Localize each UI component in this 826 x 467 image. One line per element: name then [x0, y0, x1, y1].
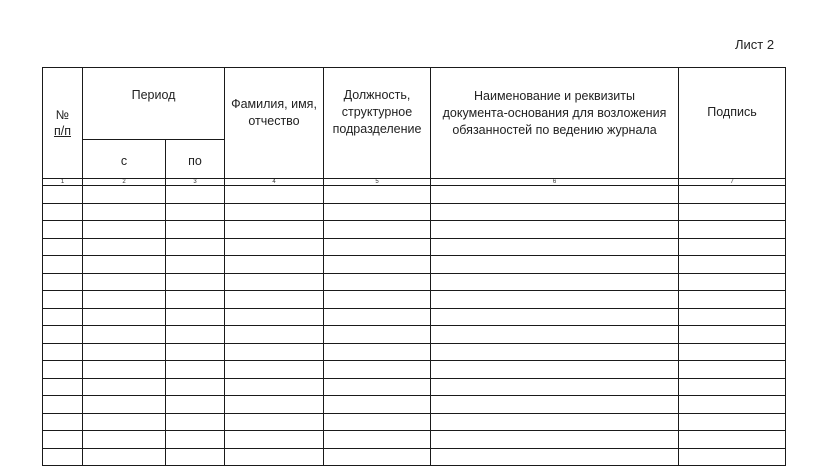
- table-cell[interactable]: [679, 238, 786, 256]
- column-number-1: 1: [43, 179, 83, 186]
- table-cell[interactable]: [431, 221, 679, 239]
- column-number-row: [43, 179, 786, 186]
- table-cell[interactable]: [166, 291, 225, 309]
- journal-body: [43, 68, 786, 466]
- table-cell[interactable]: [679, 431, 786, 449]
- table-cell[interactable]: [166, 413, 225, 431]
- table-row: [43, 343, 786, 361]
- header-period-label: Период: [131, 88, 176, 102]
- table-cell[interactable]: [679, 326, 786, 344]
- table-cell[interactable]: [679, 291, 786, 309]
- table-cell[interactable]: [679, 308, 786, 326]
- table-cell[interactable]: [225, 326, 324, 344]
- header-full-name-line-2: отчество: [248, 114, 300, 128]
- table-cell[interactable]: [324, 396, 431, 414]
- table-cell[interactable]: [431, 396, 679, 414]
- header-period-to-label: по: [188, 154, 202, 168]
- table-cell[interactable]: [166, 448, 225, 466]
- table-row: [43, 361, 786, 379]
- table-cell[interactable]: [431, 203, 679, 221]
- header-period-from-cell: [83, 140, 166, 179]
- header-document-cell: [431, 68, 679, 179]
- table-cell[interactable]: [679, 413, 786, 431]
- table-cell[interactable]: [43, 361, 83, 379]
- column-number-7: 7: [679, 179, 786, 186]
- table-row: [43, 326, 786, 344]
- header-full-name-line-1: Фамилия, имя,: [231, 97, 317, 111]
- table-cell[interactable]: [679, 221, 786, 239]
- column-number-2: 2: [83, 179, 166, 186]
- table-cell[interactable]: [83, 448, 166, 466]
- header-document-line-1: Наименование и реквизиты: [474, 89, 635, 103]
- table-cell[interactable]: [166, 238, 225, 256]
- header-signature-cell: [679, 68, 786, 179]
- table-row: [43, 448, 786, 466]
- table-cell[interactable]: [43, 273, 83, 291]
- table-cell[interactable]: [225, 203, 324, 221]
- table-cell[interactable]: [83, 361, 166, 379]
- table-cell[interactable]: [43, 378, 83, 396]
- header-document-line-3: обязанностей по ведению журнала: [452, 123, 657, 137]
- table-cell[interactable]: [679, 256, 786, 274]
- header-index-cell: [43, 68, 83, 179]
- table-cell[interactable]: [225, 413, 324, 431]
- table-cell[interactable]: [225, 256, 324, 274]
- table-cell[interactable]: [324, 378, 431, 396]
- table-cell[interactable]: [225, 221, 324, 239]
- table-cell[interactable]: [83, 378, 166, 396]
- table-cell[interactable]: [43, 291, 83, 309]
- table-cell[interactable]: [225, 448, 324, 466]
- table-cell[interactable]: [324, 291, 431, 309]
- table-cell[interactable]: [166, 326, 225, 344]
- header-index-line-1: №: [55, 108, 70, 122]
- table-cell[interactable]: [431, 256, 679, 274]
- table-cell[interactable]: [431, 308, 679, 326]
- table-cell[interactable]: [431, 378, 679, 396]
- table-cell[interactable]: [166, 361, 225, 379]
- table-cell[interactable]: [43, 396, 83, 414]
- table-cell[interactable]: [324, 308, 431, 326]
- header-period-to-cell: [166, 140, 225, 179]
- table-cell[interactable]: [166, 378, 225, 396]
- column-number-6: 6: [431, 179, 679, 186]
- table-cell[interactable]: [83, 203, 166, 221]
- table-cell[interactable]: [83, 308, 166, 326]
- table-cell[interactable]: [83, 291, 166, 309]
- table-cell[interactable]: [679, 343, 786, 361]
- table-cell[interactable]: [324, 221, 431, 239]
- journal-table: [42, 67, 786, 466]
- table-cell[interactable]: [431, 238, 679, 256]
- table-cell[interactable]: [225, 238, 324, 256]
- header-position-line-2: структурное: [341, 105, 413, 119]
- table-cell[interactable]: [431, 413, 679, 431]
- table-cell[interactable]: [83, 396, 166, 414]
- header-row-1: [43, 68, 786, 140]
- table-cell[interactable]: [83, 238, 166, 256]
- table-cell[interactable]: [679, 448, 786, 466]
- table-cell[interactable]: [166, 431, 225, 449]
- table-cell[interactable]: [324, 431, 431, 449]
- header-position-line-3: подразделение: [332, 122, 422, 136]
- table-row: [43, 221, 786, 239]
- table-cell[interactable]: [679, 203, 786, 221]
- table-cell[interactable]: [324, 256, 431, 274]
- header-document-line-2: документа-основания для возложения: [442, 106, 667, 120]
- table-row: [43, 186, 786, 204]
- table-cell[interactable]: [166, 186, 225, 204]
- table-cell[interactable]: [43, 413, 83, 431]
- table-cell[interactable]: [324, 203, 431, 221]
- table-row: [43, 396, 786, 414]
- table-cell[interactable]: [431, 431, 679, 449]
- table-cell[interactable]: [431, 361, 679, 379]
- table-row: [43, 378, 786, 396]
- table-cell[interactable]: [431, 291, 679, 309]
- table-row: [43, 308, 786, 326]
- table-cell[interactable]: [679, 186, 786, 204]
- table-row: [43, 413, 786, 431]
- table-cell[interactable]: [166, 396, 225, 414]
- header-position-cell: [324, 68, 431, 179]
- table-cell[interactable]: [324, 273, 431, 291]
- table-cell[interactable]: [225, 273, 324, 291]
- table-cell[interactable]: [43, 186, 83, 204]
- table-cell[interactable]: [324, 361, 431, 379]
- column-number-3: 3: [166, 179, 225, 186]
- table-cell[interactable]: [83, 431, 166, 449]
- table-cell[interactable]: [431, 273, 679, 291]
- header-index-line-2: п/п: [53, 124, 71, 138]
- table-cell[interactable]: [166, 256, 225, 274]
- table-cell[interactable]: [83, 413, 166, 431]
- table-cell[interactable]: [324, 186, 431, 204]
- table-cell[interactable]: [225, 396, 324, 414]
- table-cell[interactable]: [324, 413, 431, 431]
- table-cell[interactable]: [83, 343, 166, 361]
- table-row: [43, 273, 786, 291]
- table-cell[interactable]: [431, 448, 679, 466]
- table-cell[interactable]: [324, 326, 431, 344]
- table-cell[interactable]: [83, 186, 166, 204]
- table-cell[interactable]: [83, 221, 166, 239]
- table-cell[interactable]: [166, 308, 225, 326]
- table-cell[interactable]: [225, 343, 324, 361]
- table-cell[interactable]: [225, 361, 324, 379]
- table-cell[interactable]: [225, 186, 324, 204]
- table-cell[interactable]: [43, 308, 83, 326]
- table-cell[interactable]: [83, 256, 166, 274]
- table-cell[interactable]: [43, 203, 83, 221]
- table-cell[interactable]: [166, 203, 225, 221]
- table-row: [43, 238, 786, 256]
- header-signature-label: Подпись: [707, 105, 757, 119]
- table-row: [43, 256, 786, 274]
- table-cell[interactable]: [166, 221, 225, 239]
- table-cell[interactable]: [83, 273, 166, 291]
- sheet-number-label: Лист 2: [735, 37, 775, 52]
- table-cell[interactable]: [225, 308, 324, 326]
- table-cell[interactable]: [324, 238, 431, 256]
- table-cell[interactable]: [43, 448, 83, 466]
- table-cell[interactable]: [166, 343, 225, 361]
- table-cell[interactable]: [225, 431, 324, 449]
- header-period-cell: [83, 68, 225, 140]
- table-cell[interactable]: [324, 343, 431, 361]
- header-position-line-1: Должность,: [343, 88, 411, 102]
- table-cell[interactable]: [679, 273, 786, 291]
- table-cell[interactable]: [679, 378, 786, 396]
- table-cell[interactable]: [166, 273, 225, 291]
- table-cell[interactable]: [83, 326, 166, 344]
- table-row: [43, 203, 786, 221]
- table-cell[interactable]: [225, 378, 324, 396]
- column-number-4: 4: [225, 179, 324, 186]
- table-cell[interactable]: [431, 343, 679, 361]
- table-cell[interactable]: [679, 361, 786, 379]
- column-number-5: 5: [324, 179, 431, 186]
- table-cell[interactable]: [225, 291, 324, 309]
- table-cell[interactable]: [43, 326, 83, 344]
- table-row: [43, 291, 786, 309]
- table-row: [43, 431, 786, 449]
- table-cell[interactable]: [431, 326, 679, 344]
- table-cell[interactable]: [43, 221, 83, 239]
- table-cell[interactable]: [43, 343, 83, 361]
- header-period-from-label: с: [120, 154, 128, 168]
- table-cell[interactable]: [43, 238, 83, 256]
- header-full-name-cell: [225, 68, 324, 179]
- table-cell[interactable]: [324, 448, 431, 466]
- table-cell[interactable]: [43, 256, 83, 274]
- table-cell[interactable]: [679, 396, 786, 414]
- table-cell[interactable]: [43, 431, 83, 449]
- table-cell[interactable]: [431, 186, 679, 204]
